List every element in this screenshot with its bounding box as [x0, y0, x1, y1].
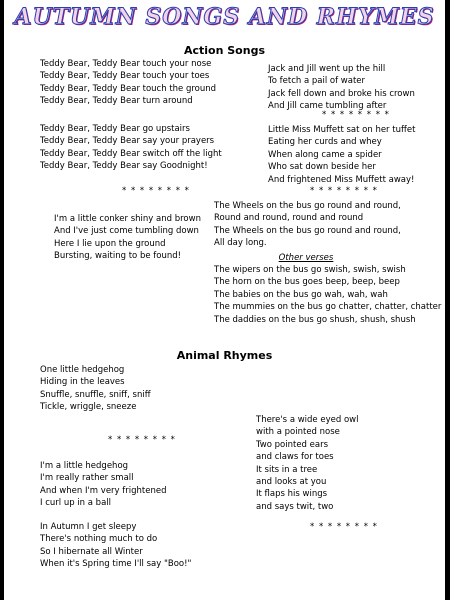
verse-line: I curl up in a ball — [40, 498, 112, 509]
page-title: AUTUMN SONGS AND RHYMES — [14, 4, 435, 30]
verse-line: Teddy Bear, Teddy Bear turn around — [40, 96, 193, 107]
verse-line: and claws for toes — [256, 452, 334, 463]
verse-line: Round and round, round and round — [214, 213, 364, 224]
verse-line: Bursting, waiting to be found! — [54, 251, 182, 262]
verse-line: Jack fell down and broke his crown — [268, 88, 415, 99]
verse-line: It flaps his wings — [256, 489, 328, 500]
hedgehog-verse-2 — [40, 460, 166, 510]
verse-line: There's a wide eyed owl — [256, 415, 359, 425]
verse-line: In Autumn I get sleepy — [40, 522, 137, 532]
verse-line: with a pointed nose — [256, 427, 340, 438]
verse-line: Teddy Bear, Teddy Bear switch off the light — [40, 148, 222, 159]
verse-line: Who sat down beside her — [268, 162, 376, 173]
conker-verse — [54, 213, 201, 263]
verse-line: Snuffle, snuffle, sniff, sniff — [40, 389, 151, 400]
verse-line: The daddies on the bus go shush, shush, shush — [214, 314, 416, 325]
animal-rhymes-heading: Animal Rhymes — [176, 349, 273, 362]
verse-line: I'm a little hedgehog — [40, 461, 129, 471]
verse-line: The mummies on the bus go chatter, chatter, chatter — [214, 302, 442, 313]
verse-line: And frightened Miss Muffett away! — [268, 174, 415, 185]
verse-line: Teddy Bear, Teddy Bear touch your nose — [40, 59, 212, 69]
verse-line: Teddy Bear, Teddy Bear say Goodnight! — [40, 161, 208, 172]
verse-line: When along came a spider — [268, 149, 382, 160]
verse-line: All day long. — [214, 238, 267, 249]
verse-line: So I hibernate all Winter — [40, 546, 143, 557]
verse-line: And I've just come tumbling down — [54, 226, 199, 237]
verse-line: Hiding in the leaves — [40, 377, 125, 388]
hedgehog-verse-1 — [40, 364, 151, 414]
verse-line: Tickle, wriggle, sneeze — [40, 402, 137, 413]
separator: * * * * * * * * — [122, 186, 190, 196]
miss-muffett-verse — [268, 124, 415, 186]
verse-line: Here I lie upon the ground — [54, 238, 166, 249]
worksheet-page — [4, 0, 445, 600]
verse-line: I'm really rather small — [40, 473, 134, 484]
verse-line: Little Miss Muffett sat on her tuffet — [268, 125, 416, 135]
verse-line: and says twit, two — [256, 501, 334, 512]
verse-line: The horn on the bus goes beep, beep, beep — [214, 277, 400, 288]
verse-line: The Wheels on the bus go round and round, — [214, 225, 401, 236]
separator: * * * * * * * * — [310, 522, 378, 532]
verse-line: Eating her curds and whey — [268, 137, 382, 148]
verse-line: Teddy Bear, Teddy Bear go upstairs — [40, 124, 190, 134]
owl-verse — [256, 414, 358, 513]
separator: * * * * * * * * — [310, 186, 378, 196]
verse-line: One little hedgehog — [40, 365, 125, 375]
teddy-bear-verse-1 — [40, 58, 216, 108]
verse-line: Jack and Jill went up the hill — [268, 64, 386, 74]
teddy-bear-verse-2 — [40, 123, 222, 173]
other-verses-heading: Other verses — [278, 252, 334, 263]
verse-line: There's nothing much to do — [40, 534, 158, 545]
separator: * * * * * * * * — [322, 110, 390, 120]
verse-line: When it's Spring time I'll say "Boo!" — [40, 559, 192, 570]
verse-line: And when I'm very frightened — [40, 485, 167, 496]
verse-line: The babies on the bus go wah, wah, wah — [214, 289, 388, 300]
verse-line: To fetch a pail of water — [268, 76, 366, 87]
verse-line: Teddy Bear, Teddy Bear touch the ground — [40, 83, 217, 94]
hedgehog-verse-3 — [40, 521, 191, 571]
wheels-on-the-bus-verse — [214, 200, 440, 326]
verse-line: The Wheels on the bus go round and round, — [214, 201, 401, 211]
verse-line: and looks at you — [256, 477, 327, 488]
jack-and-jill-verse — [268, 63, 415, 113]
verse-line: It sits in a tree — [256, 464, 318, 475]
verse-line: The wipers on the bus go swish, swish, swish — [214, 265, 406, 276]
verse-line: Two pointed ears — [256, 439, 329, 450]
verse-line: And Jill came tumbling after — [268, 101, 387, 112]
verse-line: Teddy Bear, Teddy Bear touch your toes — [40, 71, 210, 82]
verse-line: Teddy Bear, Teddy Bear say your prayers — [40, 136, 215, 147]
separator: * * * * * * * * — [108, 435, 176, 445]
action-songs-heading: Action Songs — [183, 44, 265, 57]
verse-line: I'm a little conker shiny and brown — [54, 214, 201, 224]
